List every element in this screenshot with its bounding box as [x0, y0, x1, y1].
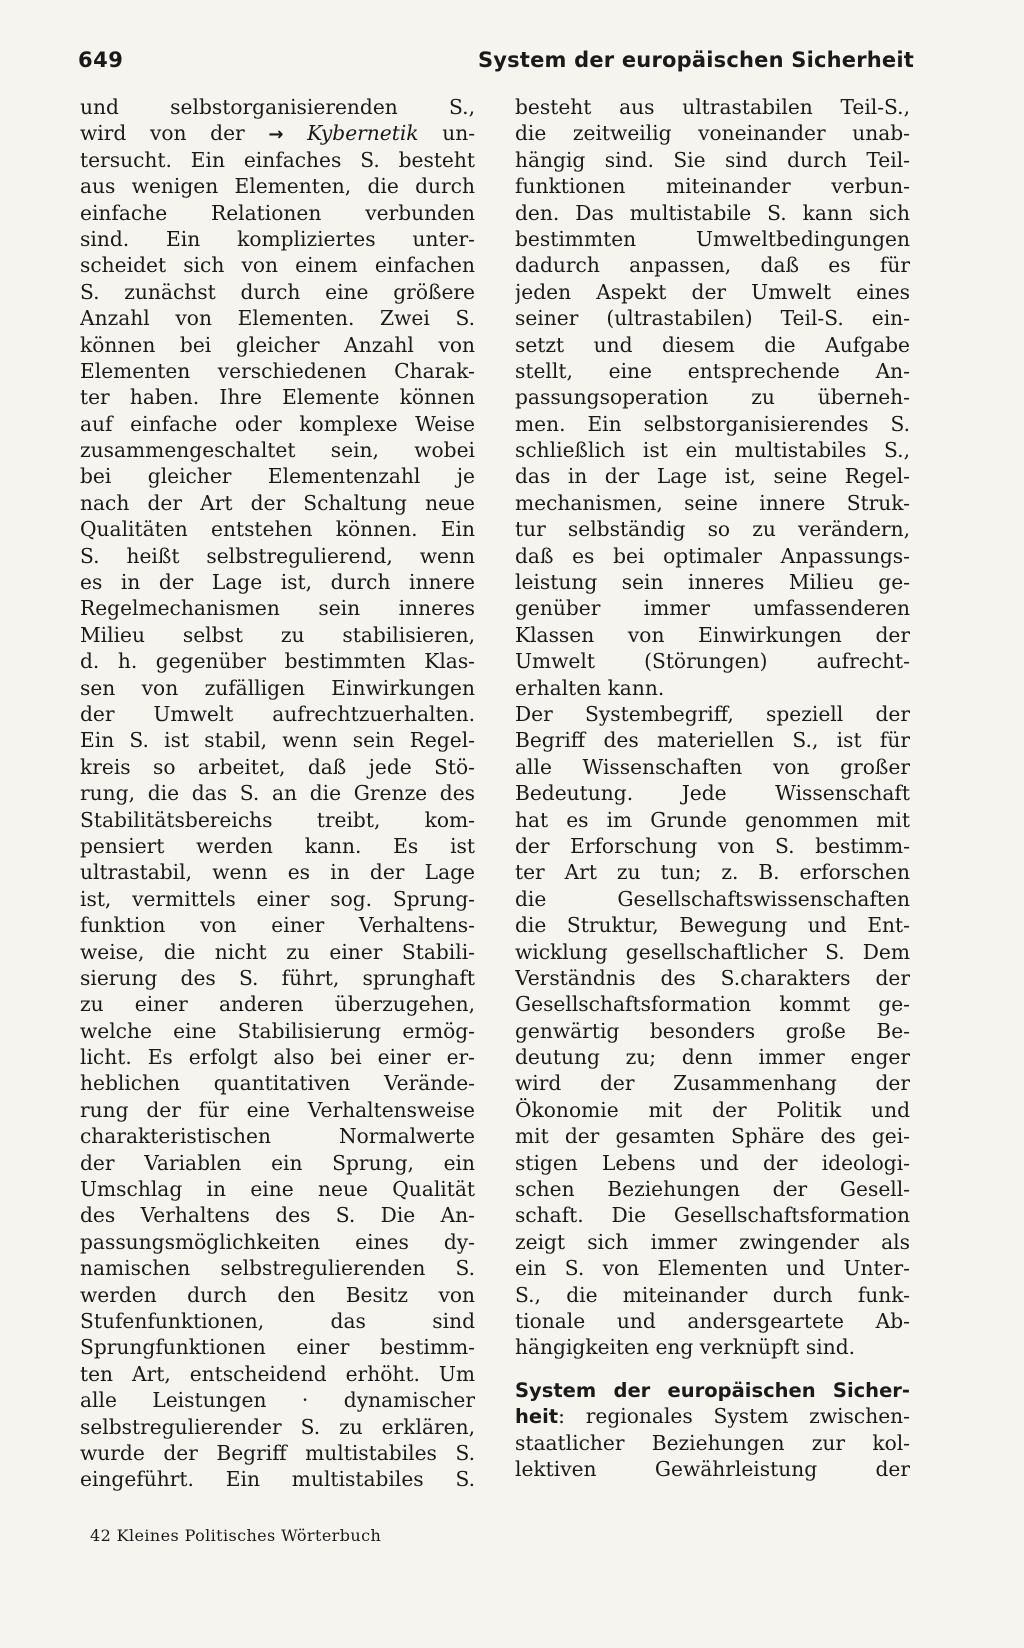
- text-line: Gesellschaftsformation kommt ge-: [515, 992, 910, 1017]
- text-line: hat es im Grunde genommen mit: [515, 807, 910, 832]
- text-line: tionale und andersgeartete Ab-: [515, 1308, 910, 1333]
- text-line: ter Art zu tun; z. B. erforschen: [515, 860, 910, 885]
- text-line: Der Systembegriff, speziell der: [515, 701, 910, 726]
- text-line: Sprungfunktionen einer bestimm-: [80, 1335, 475, 1360]
- text-line: rung, die das S. an die Grenze des: [80, 781, 475, 806]
- text-line: stellt, eine entsprechende An-: [515, 358, 910, 383]
- text-line: der Variablen ein Sprung, ein: [80, 1150, 475, 1175]
- text-line: daß es bei optimaler Anpassungs-: [515, 543, 910, 568]
- text-line: wicklung gesellschaftlicher S. Dem: [515, 939, 910, 964]
- text-line: sen von zufälligen Einwirkungen: [80, 675, 475, 700]
- text-line: ultrastabil, wenn es in der Lage: [80, 860, 475, 885]
- text-line: S. zunächst durch eine größere: [80, 279, 475, 304]
- text-line: Anzahl von Elementen. Zwei S.: [80, 306, 475, 331]
- text-line: hängig sind. Sie sind durch Teil-: [515, 147, 910, 172]
- text-line: besteht aus ultrastabilen Teil-S.,: [515, 95, 910, 119]
- text-line: werden durch den Besitz von: [80, 1282, 475, 1307]
- text-line: können bei gleicher Anzahl von: [80, 332, 475, 357]
- text-line: schen Beziehungen der Gesell-: [515, 1177, 910, 1202]
- text-line: Regelmechanismen sein inneres: [80, 596, 475, 621]
- running-head: System der europäischen Sicherheit: [477, 48, 914, 72]
- text-line: bei gleicher Elementenzahl je: [80, 464, 475, 489]
- text-line: passungsoperation zu überneh-: [515, 385, 910, 410]
- text-line: rung der für eine Verhaltensweise: [80, 1097, 475, 1122]
- text-line: bestimmten Umweltbedingungen: [515, 226, 910, 251]
- text-line: mechanismen, seine innere Struk-: [515, 490, 910, 515]
- text-line: Klassen von Einwirkungen der: [515, 622, 910, 647]
- cross-reference-arrow-icon: →: [268, 124, 284, 146]
- text-line: Umschlag in eine neue Qualität: [80, 1177, 475, 1202]
- text-line: kreis so arbeitet, daß jede Stö-: [80, 754, 475, 779]
- text-line: Bedeutung. Jede Wissenschaft: [515, 781, 910, 806]
- text-line: deutung zu; denn immer enger: [515, 1045, 910, 1070]
- text-line: Qualitäten entstehen können. Ein: [80, 517, 475, 542]
- page-number: 649: [78, 48, 124, 72]
- text-line: S. heißt selbstregulierend, wenn: [80, 543, 475, 568]
- text-line: der Erforschung von S. bestimm-: [515, 833, 910, 858]
- text-line: ein S. von Elementen und Unter-: [515, 1256, 910, 1281]
- text-line: licht. Es erfolgt also bei einer er-: [80, 1045, 475, 1070]
- text-line: auf einfache oder komplexe Weise: [80, 411, 475, 436]
- text-line: Ein S. ist stabil, wenn sein Regel-: [80, 728, 475, 753]
- text-line: Verständnis des S.charakters der: [515, 965, 910, 990]
- text-line: aus wenigen Elementen, die durch: [80, 174, 475, 199]
- text-line: Ökonomie mit der Politik und: [515, 1097, 910, 1122]
- text-line: einfache Relationen verbunden: [80, 200, 475, 225]
- text-line: ist, vermittels einer sog. Sprung-: [80, 886, 475, 911]
- text-line: eingeführt. Ein multistabiles S.: [80, 1467, 475, 1492]
- entry-definition-start: : regionales System zwischen-: [558, 1404, 910, 1429]
- text-line: wurde der Begriff multistabiles S.: [80, 1440, 475, 1465]
- text-line: mit der gesamten Sphäre des gei-: [515, 1124, 910, 1149]
- text-line: selbstregulierender S. zu erklären,: [80, 1414, 475, 1439]
- text-line: heblichen quantitativen Verände-: [80, 1071, 475, 1096]
- text-line: welche eine Stabilisierung ermög-: [80, 1018, 475, 1043]
- text-line: alle Wissenschaften von großer: [515, 754, 910, 779]
- text-line: stigen Lebens und der ideologi-: [515, 1150, 910, 1175]
- text-line: d. h. gegenüber bestimmten Klas-: [80, 649, 475, 674]
- text-line: nach der Art der Schaltung neue: [80, 490, 475, 515]
- entry-definition-line: staatlicher Beziehungen zur kol-: [515, 1430, 910, 1455]
- text-line: ter haben. Ihre Elemente können: [80, 385, 475, 410]
- entry-heading-line: [515, 1377, 910, 1403]
- text-line: funktionen miteinander verbun-: [515, 174, 910, 199]
- text-line: und selbstorganisierenden S.,: [80, 95, 475, 119]
- text-line: scheidet sich von einem einfachen: [80, 253, 475, 278]
- text-line: weise, die nicht zu einer Stabili-: [80, 939, 475, 964]
- text-line: genüber immer umfassenderen: [515, 596, 910, 621]
- text-line: funktion von einer Verhaltens-: [80, 913, 475, 938]
- text-line: leistung sein inneres Milieu ge-: [515, 570, 910, 595]
- text-line: sierung des S. führt, sprunghaft: [80, 965, 475, 990]
- text-line: wird der Zusammenhang der: [515, 1071, 910, 1096]
- text-line: sind. Ein kompliziertes unter-: [80, 226, 475, 251]
- text-line: die Gesellschaftswissenschaften: [515, 886, 910, 911]
- entry-heading-line: [515, 1403, 910, 1429]
- text-line: dadurch anpassen, daß es für: [515, 253, 910, 278]
- text-line: ten Art, entscheidend erhöht. Um: [80, 1361, 475, 1386]
- text-line: pensiert werden kann. Es ist: [80, 833, 475, 858]
- text-line: alle Leistungen · dynamischer: [80, 1388, 475, 1413]
- text-line: schließlich ist ein multistabiles S.,: [515, 438, 910, 463]
- text-line: jeden Aspekt der Umwelt eines: [515, 279, 910, 304]
- text-line: tersucht. Ein einfaches S. besteht: [80, 147, 475, 172]
- text-line: zu einer anderen überzugehen,: [80, 992, 475, 1017]
- text-line: die Struktur, Bewegung und Ent-: [515, 913, 910, 938]
- text-line: Elementen verschiedenen Charak-: [80, 358, 475, 383]
- entry-definition-line: lektiven Gewährleistung der: [515, 1456, 910, 1481]
- text-line: seiner (ultrastabilen) Teil-S. ein-: [515, 306, 910, 331]
- entry-lemma-continued: heit: [515, 1405, 559, 1429]
- text-line: der Umwelt aufrechtzuerhalten.: [80, 701, 475, 726]
- text-line: S., die miteinander durch funk-: [515, 1282, 910, 1307]
- entry-lemma: System der europäischen Sicher-: [515, 1378, 910, 1402]
- text-line: Stufenfunktionen, das sind: [80, 1308, 475, 1333]
- text-line: namischen selbstregulierenden S.: [80, 1256, 475, 1281]
- cross-reference-term[interactable]: Kybernetik: [307, 121, 419, 146]
- text-line: zusammengeschaltet sein, wobei: [80, 438, 475, 463]
- text-line: das in der Lage ist, seine Regel-: [515, 464, 910, 489]
- text-line: die zeitweilig voneinander unab-: [515, 121, 910, 146]
- text-line: zeigt sich immer zwingender als: [515, 1229, 910, 1254]
- text-line: genwärtig besonders große Be-: [515, 1018, 910, 1043]
- text-line: es in der Lage ist, durch innere: [80, 570, 475, 595]
- text-line: setzt und diesem die Aufgabe: [515, 332, 910, 357]
- text-line: tur selbständig so zu verändern,: [515, 517, 910, 542]
- text-line: des Verhaltens des S. Die An-: [80, 1203, 475, 1228]
- left-column: [80, 94, 475, 1493]
- entry-spacer: [515, 1361, 910, 1377]
- page-header: [78, 40, 914, 80]
- text-line: Begriff des materiellen S., ist für: [515, 728, 910, 753]
- text-line: erhalten kann.: [515, 675, 665, 700]
- text-line: schaft. Die Gesellschaftsformation: [515, 1203, 910, 1228]
- text-line: passungsmöglichkeiten eines dy-: [80, 1229, 475, 1254]
- text-line: Stabilitätsbereichs treibt, kom-: [80, 807, 475, 832]
- text-line: hängigkeiten eng verknüpft sind.: [515, 1335, 856, 1360]
- text-line: charakteristischen Normalwerte: [80, 1124, 475, 1149]
- footer-signature: 42 Kleines Politisches Wörterbuch: [90, 1526, 382, 1545]
- text-line: Umwelt (Störungen) aufrecht-: [515, 649, 910, 674]
- right-column: [515, 94, 910, 1482]
- text-line: den. Das multistabile S. kann sich: [515, 200, 910, 225]
- text-line: wird von der → Kybernetik un-: [80, 121, 475, 146]
- text-line: Milieu selbst zu stabilisieren,: [80, 622, 475, 647]
- text-line: men. Ein selbstorganisierendes S.: [515, 411, 910, 436]
